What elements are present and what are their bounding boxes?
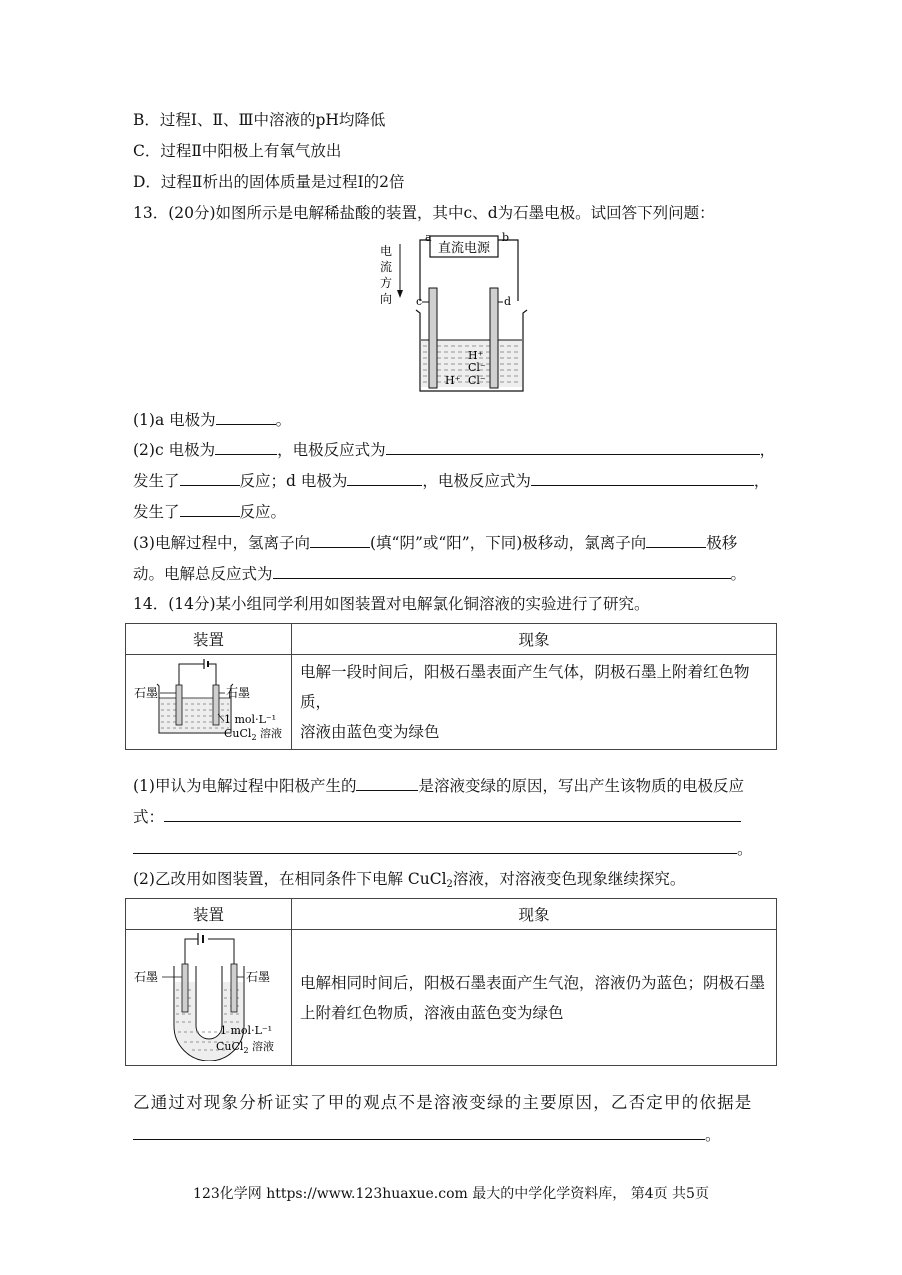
concentration-label: 1 mol·L⁻¹ — [220, 1024, 273, 1037]
terminal-b: b — [502, 232, 510, 244]
terminal-a: a — [425, 232, 432, 244]
u-tube-apparatus-figure — [126, 930, 290, 1061]
graphite-left-label: 石墨 — [134, 970, 159, 984]
phenomenon-cell — [292, 930, 777, 1066]
table-header-apparatus: 装置 — [126, 624, 292, 655]
current-char-1: 电 — [380, 244, 393, 258]
q14-part2-answer: 。 — [133, 1124, 721, 1145]
q13-stem: 13．(20分)如图所示是电解稀盐酸的装置，其中c、d为石墨电极。试回答下列问题： — [133, 204, 715, 222]
answer-blank[interactable] — [216, 409, 276, 425]
observation-line-2: 溶液由蓝色变为绿色 — [300, 723, 440, 741]
page-footer: 123化学网 https://www.123huaxue.com 最大的中学化学资料库， 第4页 共5页 — [193, 1186, 709, 1202]
current-char-3: 方 — [380, 276, 393, 290]
answer-blank[interactable] — [215, 439, 277, 455]
concentration-label: 1 mol·L⁻¹ — [224, 713, 277, 726]
table-header-phenomenon: 现象 — [292, 899, 777, 930]
q14-stem: 14．(14分)某小组同学利用如图装置对电解氯化铜溶液的实验进行了研究。 — [133, 595, 650, 613]
current-char-2: 流 — [380, 260, 393, 274]
observation-line-1: 电解相同时间后，阳极石墨表面产生气泡，溶液仍为蓝色；阴极石墨 — [300, 973, 766, 992]
answer-blank[interactable] — [646, 532, 706, 548]
option-c: C．过程Ⅱ中阳极上有氧气放出 — [133, 142, 342, 160]
graphite-right-label: 石墨 — [246, 970, 271, 984]
answer-blank[interactable] — [164, 806, 741, 822]
ion-h1: H⁺ — [468, 349, 484, 362]
answer-blank[interactable] — [180, 501, 240, 517]
q13-part3: (3)电解过程中，氢离子向 (填“阴”或“阳”，下同)极移动，氯离子向 极移 — [133, 534, 738, 552]
graphite-right-label: 石墨 — [226, 686, 251, 700]
table-header-apparatus: 装置 — [126, 899, 292, 930]
q13-part2-end: 发生了 反应。 — [133, 503, 287, 521]
electrode-d-label: d — [504, 295, 512, 308]
electrode-c-label: c — [416, 295, 423, 308]
ion-h2: H⁺ — [445, 374, 461, 387]
q13-electrolysis-figure — [372, 232, 542, 402]
power-label: 直流电源 — [437, 241, 491, 256]
answer-blank[interactable] — [310, 532, 370, 548]
q14-table-2 — [125, 898, 777, 1066]
apparatus-cell — [126, 930, 292, 1066]
q14-part1-end: 。 — [133, 838, 753, 859]
answer-blank[interactable] — [386, 439, 760, 455]
q14-table-1 — [125, 623, 777, 750]
option-d: D．过程Ⅱ析出的固体质量是过程Ⅰ的2倍 — [133, 173, 405, 191]
apparatus-cell — [126, 655, 292, 750]
answer-blank[interactable] — [133, 1124, 705, 1140]
q14-part1: (1)甲认为电解过程中阳极产生的 是溶液变绿的原因，写出产生该物质的电极反应 — [133, 777, 744, 795]
answer-blank[interactable] — [356, 775, 418, 791]
option-b: B．过程Ⅰ、Ⅱ、Ⅲ中溶液的pH均降低 — [133, 111, 386, 129]
q14-part2-analysis: 乙通过对现象分析证实了甲的观点不是溶液变绿的主要原因，乙否定甲的依据是 — [133, 1093, 753, 1112]
ion-cl2: Cl⁻ — [468, 374, 486, 387]
graphite-left-label: 石墨 — [134, 686, 159, 700]
answer-blank[interactable] — [273, 563, 731, 579]
ion-cl1: Cl⁻ — [468, 361, 486, 374]
current-arrow-icon — [397, 290, 403, 298]
observation-line-2: 上附着红色物质，溶液由蓝色变为绿色 — [300, 1003, 564, 1022]
solution-label: CuCl$_2$ 溶液 — [224, 727, 283, 742]
q13-part3-cont: 动。电解总反应式为 。 — [133, 565, 747, 583]
q13-part1: (1)a 电极为 。 — [133, 411, 292, 429]
table-header-phenomenon: 现象 — [292, 624, 777, 655]
answer-blank[interactable] — [133, 838, 737, 854]
answer-blank[interactable] — [347, 470, 422, 486]
q14-part1-cont: 式： — [133, 806, 741, 827]
q13-part2: (2)c 电极为 ，电极反应式为 ， — [133, 441, 776, 459]
solution-label: CuCl$_2$ 溶液 — [216, 1040, 275, 1055]
phenomenon-cell — [292, 655, 777, 750]
current-char-4: 向 — [380, 292, 393, 306]
beaker-apparatus-figure — [126, 655, 290, 745]
observation-line-1: 电解一段时间后，阳极石墨表面产生气体，阴极石墨上附着红色物质， — [300, 663, 750, 711]
answer-blank[interactable] — [531, 470, 754, 486]
answer-blank[interactable] — [180, 470, 240, 486]
q13-part2-cont: 发生了 反应；d 电极为 ，电极反应式为 ， — [133, 472, 770, 490]
q14-part2: (2)乙改用如图装置，在相同条件下电解 CuCl$_2$溶液，对溶液变色现象继续探究。 — [133, 870, 686, 890]
